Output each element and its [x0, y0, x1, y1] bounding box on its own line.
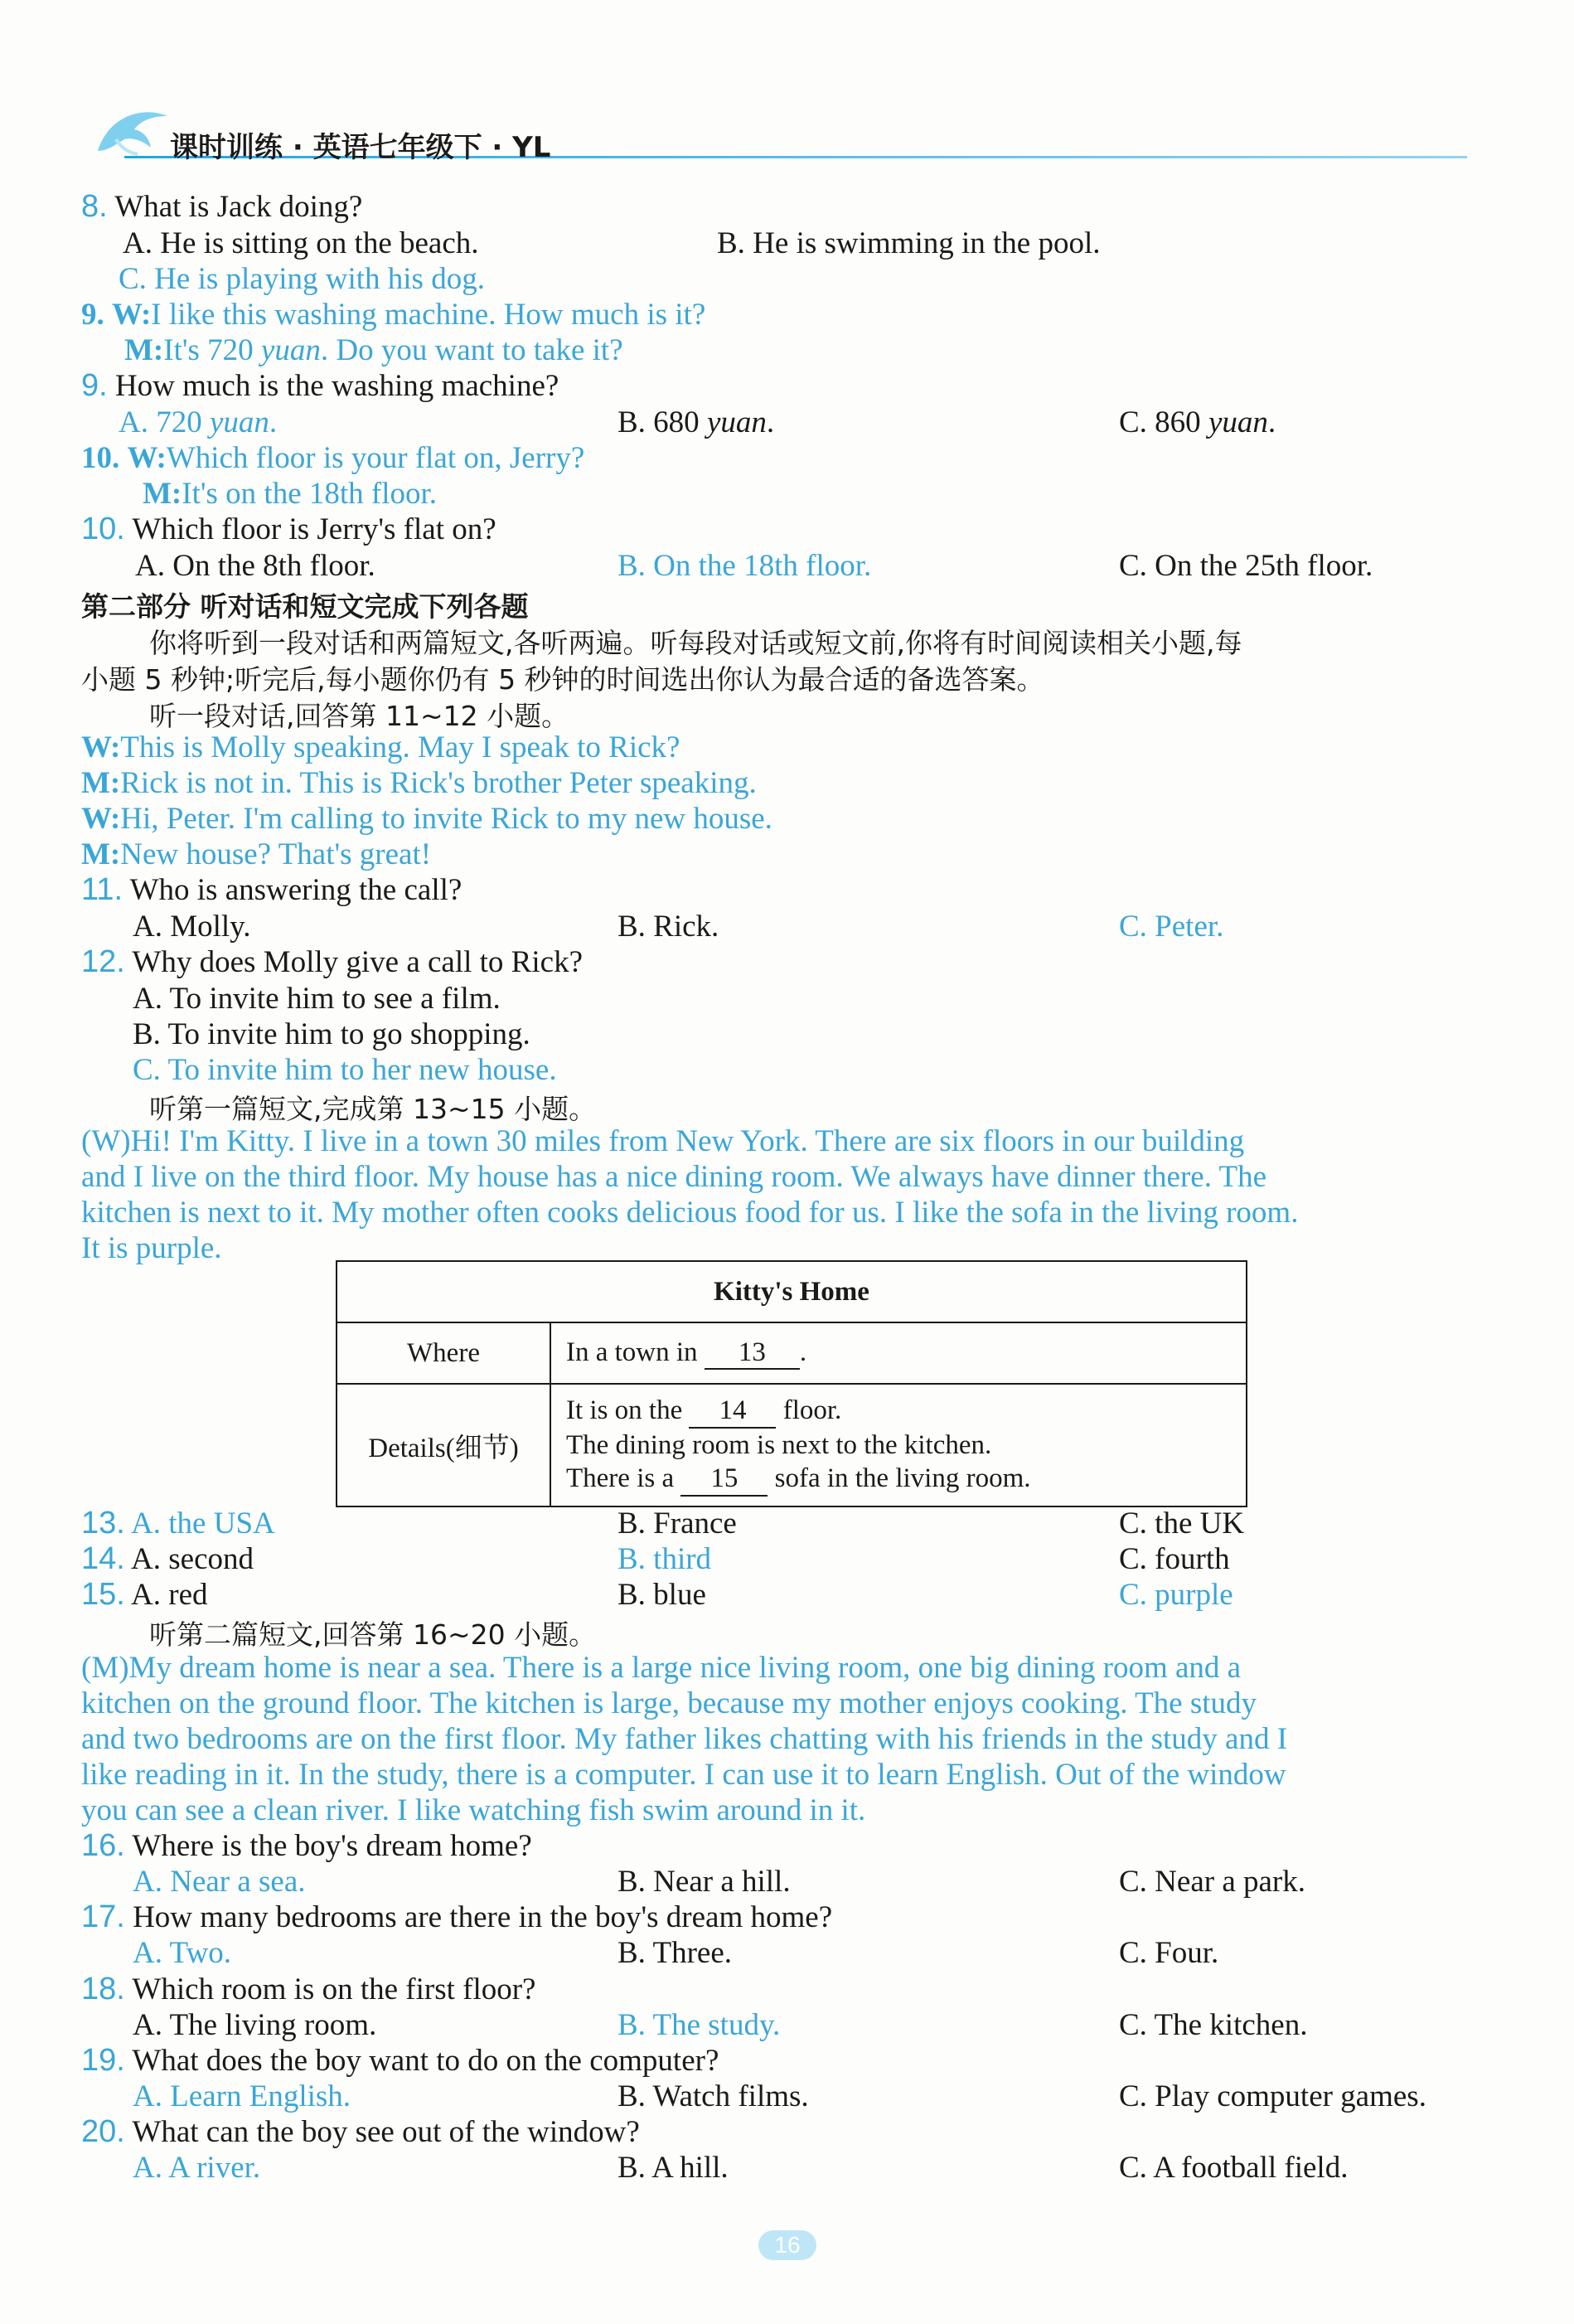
question-20: 20. What can the boy see out of the window?: [81, 2114, 640, 2149]
q17-option-c: C. Four.: [1119, 1936, 1219, 1970]
q16-option-b: B. Near a hill.: [617, 1865, 791, 1899]
q8-option-c: C. He is playing with his dog.: [119, 262, 485, 296]
q19-option-c: C. Play computer games.: [1119, 2079, 1426, 2113]
blank-14: 14: [689, 1394, 776, 1429]
where-label: Where: [337, 1322, 550, 1384]
passage-2-line-2: kitchen on the ground floor. The kitchen is large, because my mother enjoys cooking. The study: [81, 1686, 1257, 1720]
q17-option-a: A. Two.: [133, 1936, 232, 1970]
q18-option-a: A. The living room.: [133, 2008, 377, 2042]
part-2-instructions-1: 你将听到一段对话和两篇短文,各听两遍。听每段对话或短文前,你将有时间阅读相关小题,每: [149, 627, 1242, 659]
dialog-line-3: W:Hi, Peter. I'm calling to invite Rick to my new house.: [81, 802, 772, 836]
question-15: 15. A. red: [81, 1577, 208, 1612]
script-9-m: M:It's 720 yuan. Do you want to take it?: [124, 333, 623, 367]
dialog-line-4: M:New house? That's great!: [81, 837, 432, 871]
question-13: 13. A. the USA: [81, 1506, 275, 1540]
blank-15: 15: [680, 1462, 768, 1497]
kitty-home-table: [336, 1260, 1247, 1507]
question-10: 10. Which floor is Jerry's flat on?: [81, 512, 496, 546]
question-14: 14. A. second: [81, 1541, 254, 1576]
header-title: 课时训练 · 英语七年级下 · YL: [170, 131, 551, 164]
q20-option-b: B. A hill.: [617, 2151, 729, 2185]
q11-option-b: B. Rick.: [617, 910, 719, 944]
script-9-w: 9. W:I like this washing machine. How much is it?: [81, 298, 706, 332]
q11-option-c: C. Peter.: [1119, 910, 1224, 944]
q20-option-c: C. A football field.: [1119, 2151, 1349, 2185]
part-2-title: 第二部分 听对话和短文完成下列各题: [81, 590, 529, 623]
script-10-m: M:It's on the 18th floor.: [143, 477, 438, 511]
q10-option-c: C. On the 25th floor.: [1119, 549, 1373, 583]
q12-option-c: C. To invite him to her new house.: [133, 1053, 557, 1087]
question-16: 16. Where is the boy's dream home?: [81, 1828, 532, 1863]
q10-option-b: B. On the 18th floor.: [617, 549, 872, 583]
page-number: 16: [758, 2230, 816, 2260]
question-19: 19. What does the boy want to do on the computer?: [81, 2043, 719, 2078]
q18-option-c: C. The kitchen.: [1119, 2008, 1308, 2042]
q20-option-a: A. A river.: [133, 2151, 261, 2185]
q12-option-a: A. To invite him to see a film.: [133, 982, 501, 1016]
passage-2-line-5: you can see a clean river. I like watching fish swim around in it.: [81, 1793, 866, 1827]
blank-13: 13: [705, 1337, 800, 1370]
details-value: It is on the 14 floor. The dining room is next to the kitchen. There is a 15 sofa in the living room.: [550, 1384, 1247, 1506]
script-10-w: 10. W:Which floor is your flat on, Jerry?: [81, 441, 585, 475]
q15-option-b: B. blue: [617, 1578, 706, 1612]
q14-option-b: B. third: [617, 1542, 712, 1576]
where-value: In a town in 13 .: [550, 1322, 1247, 1384]
q19-option-a: A. Learn English.: [133, 2079, 351, 2113]
q16-option-c: C. Near a park.: [1119, 1865, 1305, 1899]
passage-1-line-2: and I live on the third floor. My house has a nice dining room. We always have dinner there. The: [81, 1160, 1267, 1194]
q11-option-a: A. Molly.: [133, 910, 251, 944]
q16-option-a: A. Near a sea.: [133, 1865, 306, 1899]
q17-option-b: B. Three.: [617, 1936, 733, 1970]
passage-1-line-1: (W)Hi! I'm Kitty. I live in a town 30 miles from New York. There are six floors in our building: [81, 1124, 1245, 1158]
passage-2-line-1: (M)My dream home is near a sea. There is a large nice living room, one big dining room and a: [81, 1651, 1242, 1685]
q9-option-b: B. 680 yuan.: [617, 405, 775, 439]
passage-2-intro: 听第二篇短文,回答第 16~20 小题。: [149, 1618, 597, 1651]
question-11: 11. Who is answering the call?: [81, 872, 463, 907]
q8-option-a: A. He is sitting on the beach.: [123, 226, 479, 260]
question-17: 17. How many bedrooms are there in the boy's dream home?: [81, 1899, 833, 1934]
q13-option-b: B. France: [617, 1506, 737, 1540]
passage-1-intro: 听第一篇短文,完成第 13~15 小题。: [149, 1093, 597, 1125]
q9-option-a: A. 720 yuan.: [119, 405, 278, 439]
q9-option-c: C. 860 yuan.: [1119, 405, 1276, 439]
table-title: Kitty's Home: [337, 1261, 1247, 1322]
question-12: 12. Why does Molly give a call to Rick?: [81, 944, 583, 979]
q12-option-b: B. To invite him to go shopping.: [133, 1017, 530, 1051]
part-2-instructions-2: 小题 5 秒钟;听完后,每小题你仍有 5 秒钟的时间选出你认为最合适的备选答案。: [81, 663, 1044, 696]
question-18: 18. Which room is on the first floor?: [81, 1972, 536, 2006]
question-9: 9. How much is the washing machine?: [81, 368, 559, 403]
q8-option-b: B. He is swimming in the pool.: [717, 226, 1101, 260]
question-8: 8. What is Jack doing?: [81, 189, 363, 224]
details-label: Details(细节): [337, 1384, 550, 1506]
passage-1-line-4: It is purple.: [81, 1231, 222, 1265]
dialog-line-2: M:Rick is not in. This is Rick's brother Peter speaking.: [81, 766, 757, 800]
q13-option-c: C. the UK: [1119, 1506, 1245, 1540]
q15-option-c: C. purple: [1119, 1578, 1233, 1612]
passage-2-line-4: like reading in it. In the study, there is a computer. I can use it to learn English. Out of the window: [81, 1758, 1286, 1792]
passage-2-line-3: and two bedrooms are on the first floor. My father likes chatting with his friends in the study and I: [81, 1722, 1288, 1756]
dialog-intro: 听一段对话,回答第 11~12 小题。: [149, 700, 569, 732]
q19-option-b: B. Watch films.: [617, 2079, 809, 2113]
q18-option-b: B. The study.: [617, 2008, 781, 2042]
q14-option-c: C. fourth: [1119, 1542, 1230, 1576]
passage-1-line-3: kitchen is next to it. My mother often cooks delicious food for us. I like the sofa in the living room.: [81, 1196, 1299, 1230]
q10-option-a: A. On the 8th floor.: [135, 549, 375, 583]
dialog-line-1: W:This is Molly speaking. May I speak to Rick?: [81, 730, 680, 764]
